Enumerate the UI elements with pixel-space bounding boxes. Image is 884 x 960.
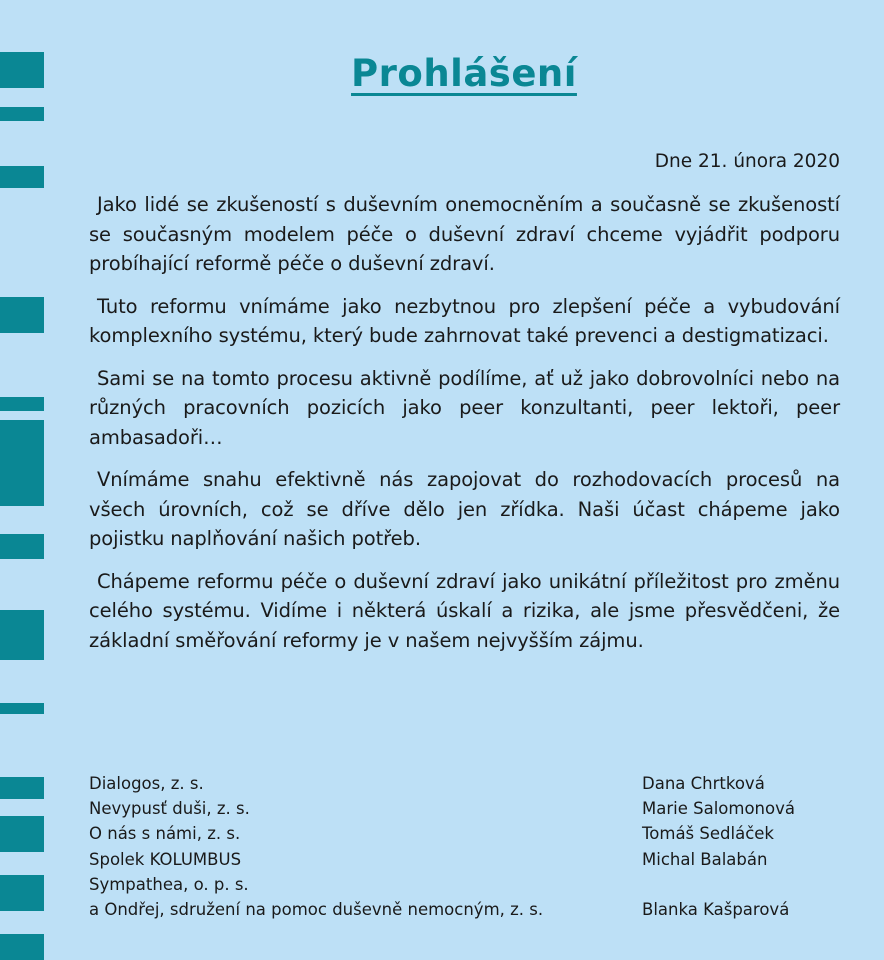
paragraph-5: Chápeme reformu péče o duševní zdraví jako unikátní příležitost pro změnu celého systému. Vidíme i některá úskalí a rizika, ale jsme přesvědčeni, že základní směřování reformy je v našem nejvyšším zájmu. (89, 569, 840, 652)
side-bar-3 (0, 166, 44, 188)
page-title (0, 52, 884, 95)
organization-3: O nás s námi, z. s. (89, 824, 241, 844)
paragraph-4: Vnímáme snahu efektivně nás zapojovat do rozhodovacích procesů na všech úrovních, což se dříve dělo jen zřídka. Naši účast chápeme jako pojistku naplňování našich potřeb. (89, 468, 840, 550)
side-bar-7 (0, 534, 44, 559)
side-bar-2 (0, 107, 44, 121)
side-bar-6 (0, 420, 44, 506)
paragraph-2: Tuto reformu vnímáme jako nezbytnou pro zlepšení péče a vybudování komplexního systému, který bude zahrnovat také prevenci a destigmatizaci. (89, 294, 840, 347)
side-bar-12 (0, 875, 44, 911)
side-bar-9 (0, 703, 44, 714)
side-bar-10 (0, 777, 44, 799)
side-bar-13 (0, 934, 44, 960)
person-4: Michal Balabán (642, 849, 768, 869)
organization-6: a Ondřej, sdružení na pomoc duševně nemocným, z. s. (89, 899, 544, 919)
side-bar-5 (0, 397, 44, 411)
document-date: Dne 21. února 2020 (654, 151, 840, 172)
person-1: Dana Chrtková (642, 774, 765, 793)
person-signatories (642, 771, 795, 922)
person-6: Blanka Kašparová (642, 899, 790, 919)
page-title-text: Prohlášení (351, 52, 577, 95)
paragraph-1: Jako lidé se zkušeností s duševním onemocněním a současně se zkušeností se současným modelem péče o duševní zdraví chceme vyjádřit podporu probíhající reformě péče o duševní zdraví. (89, 193, 840, 275)
organization-1: Dialogos, z. s. (89, 774, 204, 793)
organization-2: Nevypusť duši, z. s. (89, 799, 250, 819)
side-bar-4 (0, 297, 44, 333)
person-2: Marie Salomonová (642, 799, 795, 819)
side-bar-8 (0, 610, 44, 660)
person-3: Tomáš Sedláček (642, 824, 774, 844)
side-bar-11 (0, 816, 44, 852)
paragraph-3: Sami se na tomto procesu aktivně podílíme, ať už jako dobrovolníci nebo na různých pracovních pozicích jako peer konzultanti, peer lektoři, peer ambasadoři… (89, 366, 840, 449)
organization-signatories (89, 771, 543, 922)
declaration-body (89, 190, 840, 668)
person-5 (642, 872, 795, 897)
organization-4: Spolek KOLUMBUS (89, 849, 242, 869)
organization-5: Sympathea, o. p. s. (89, 874, 249, 894)
